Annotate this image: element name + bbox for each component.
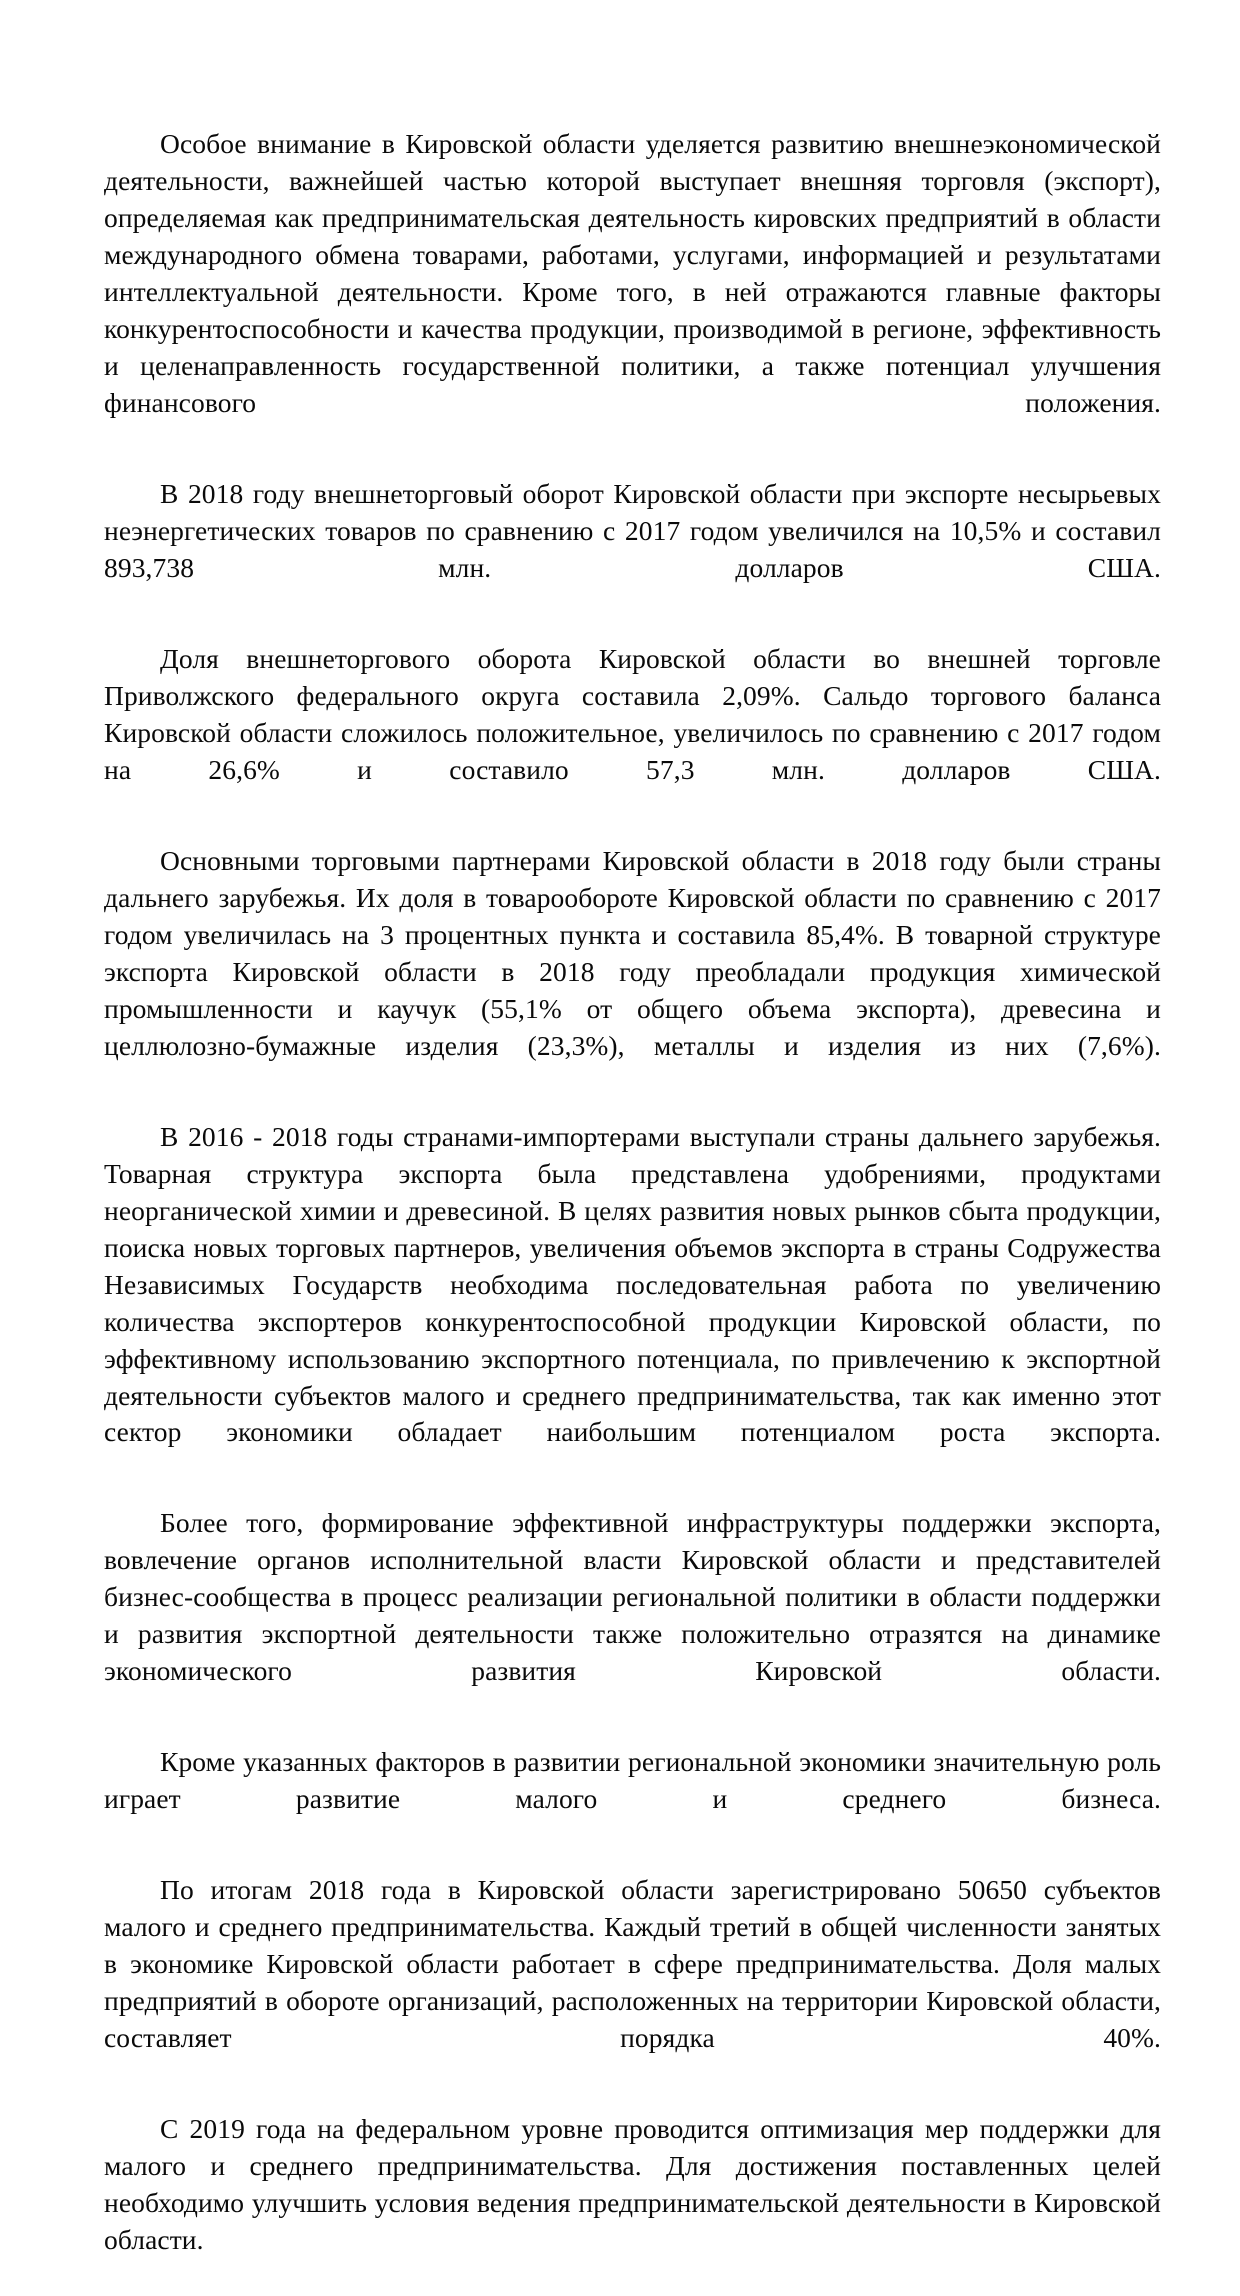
paragraph-registered-businesses-2018: По итогам 2018 года в Кировской области зарегистрировано 50650 субъектов малого и среднего предпринимательства. Каждый третий в общей численности занятых в экономике Кировской области работает в сфере предпринимательства. Доля малых предприятий в обороте организаций, расположенных на территории Кировской области, составляет порядка 40%. (104, 1874, 1161, 2054)
paragraph-federal-support-optimization-2019: С 2019 года на федеральном уровне проводится оптимизация мер поддержки для малого и среднего предпринимательства. Для достижения поставленных целей необходимо улучшить условия ведения предпринимательской деятельности в Кировской области. (104, 2113, 1161, 2256)
paragraph-main-trade-partners: Основными торговыми партнерами Кировской области в 2018 году были страны дальнего зарубежья. Их доля в товарообороте Кировской области по сравнению с 2017 годом увеличилась на 3 процентных пункта и составила 85,4%. В товарной структуре экспорта Кировской области в 2018 году преобладали продукция химической промышленности и каучук (55,1% от общего объема экспорта), древесина и целлюлозно-бумажные изделия (23,3%), металлы и изделия из них (7,6%). (104, 844, 1161, 1061)
paragraph-foreign-economic-activity: Особое внимание в Кировской области уделяется развитию внешнеэкономической деятельности, важнейшей частью которой выступает внешняя торговля (экспорт), определяемая как предпринимательская деятельность кировских предприятий в области международного обмена товарами, работами, услугами, информацией и результатами интеллектуальной деятельности. Кроме того, в ней отражаются главные факторы конкурентоспособности и качества продукции, производимой в регионе, эффективность и целенаправленность государственной политики, а также потенциал улучшения финансового положения. (104, 128, 1161, 418)
paragraph-importing-countries-2016-2018: В 2016 - 2018 годы странами-импортерами выступали страны дальнего зарубежья. Товарная структура экспорта была представлена удобрениями, продуктами неорганической химии и древесиной. В целях развития новых рынков сбыта продукции, поиска новых торговых партнеров, увеличения объемов экспорта в страны Содружества Независимых Государств необходима последовательная работа по увеличению количества экспортеров конкурентоспособной продукции Кировской области, по эффективному использованию экспортного потенциала, по привлечению к экспортной деятельности субъектов малого и среднего предпринимательства, так как именно этот сектор экономики обладает наибольшим потенциалом роста экспорта. (104, 1120, 1161, 1448)
paragraph-share-of-turnover: Доля внешнеторгового оборота Кировской области во внешней торговле Приволжского федерального округа составила 2,09%. Сальдо торгового баланса Кировской области сложилось положительное, увеличилось по сравнению с 2017 годом на 26,6% и составило 57,3 млн. долларов США. (104, 642, 1161, 785)
paragraph-trade-turnover-2018: В 2018 году внешнеторговый оборот Кировской области при экспорте несырьевых неэнергетических товаров по сравнению с 2017 годом увеличился на 10,5% и составил 893,738 млн. долларов США. (104, 477, 1161, 583)
document-text-body (104, 126, 1161, 2296)
paragraph-small-medium-business-role: Кроме указанных факторов в развитии региональной экономики значительную роль играет развитие малого и среднего бизнеса. (104, 1746, 1161, 1815)
paragraph-export-support-infrastructure: Более того, формирование эффективной инфраструктуры поддержки экспорта, вовлечение органов исполнительной власти Кировской области и представителей бизнес-сообщества в процесс реализации региональной политики в области поддержки и развития экспортной деятельности также положительно отразятся на динамике экономического развития Кировской области. (104, 1507, 1161, 1687)
